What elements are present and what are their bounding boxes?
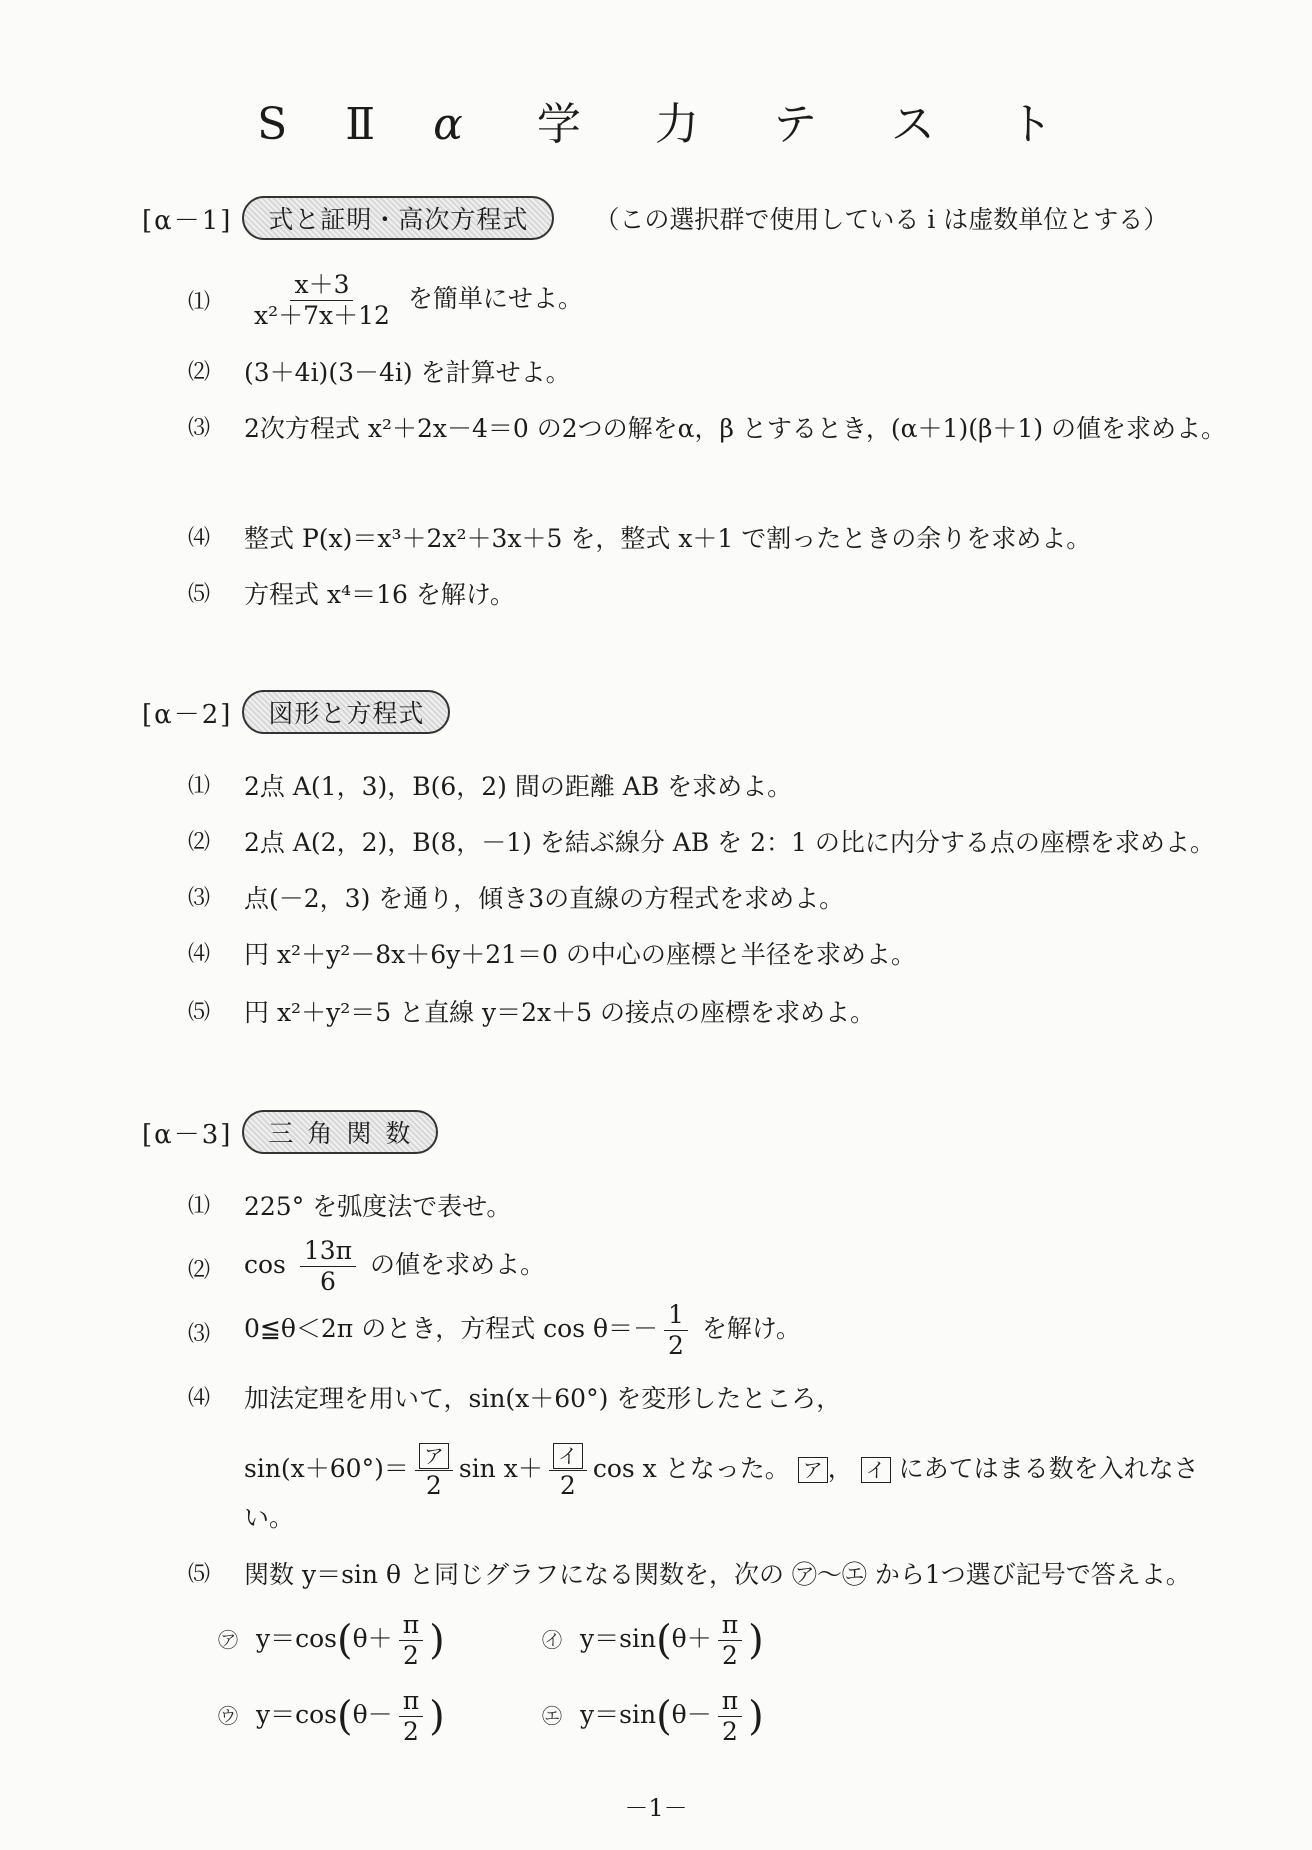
question-number: ⑸ [188,1000,211,1025]
question-text: $\frac{x+3}{\text{x²＋7x＋12}}$ を簡単にせよ。 [244,270,1244,331]
question-text: 整式 P(x)＝x³＋2x²＋3x＋5 を，整式 x＋1 で割ったときの余りを求めよ。 [244,524,1092,553]
fraction: $\frac{\text{イ}}{2}$ [549,1440,587,1501]
question-text: 円 x²＋y²＝5 と直線 y＝2x＋5 の接点の座標を求めよ。 [244,998,875,1027]
question-text: 加法定理を用いて，sin(x＋60°) を変形したところ， [244,1384,842,1413]
option-a: ㋐ y＝cos(θ＋ $\frac{\pi}{2}$ ) [218,1610,445,1670]
question-number: ⑷ [188,1386,211,1411]
question-number: ⑵ [188,1258,211,1283]
section-label: [α－3] [142,1119,233,1150]
section-title-pill: 三角関数 [242,1110,438,1154]
option-e: ㋓ y＝sin(θ－ $\frac{\pi}{2}$ ) [542,1686,764,1746]
fraction: $\frac{1}{2}$ [664,1300,688,1361]
question-number: ⑴ [188,1194,211,1219]
question-number: ⑸ [188,1562,211,1587]
section-note: （この選択群で使用している i は虚数単位とする） [594,205,1169,234]
section-label: [α－1] [142,205,233,236]
title-char: ス [890,99,937,150]
fraction: $\frac{\pi}{2}$ [399,1686,423,1747]
question-number: ⑵ [188,830,211,855]
question-number: ⑶ [188,416,211,441]
question-number: ⑴ [188,774,211,799]
question-text: 点(－2，3) を通り，傾き3の直線の方程式を求めよ。 [244,884,845,913]
question-text: 2次方程式 x²＋2x－4＝0 の2つの解をα，β とするとき，(α＋1)(β＋1) の値を求めよ。 [244,414,1227,443]
answer-box-a: ア [419,1443,449,1469]
title-char: 力 [654,99,701,150]
section-title-pill: 式と証明・高次方程式 [242,196,554,240]
section-2-header [142,690,450,734]
question-number: ⑴ [188,290,211,315]
question-number: ⑷ [188,526,211,551]
section-3-header [142,1110,438,1154]
formula-line: sin(x＋60°)＝ $\frac{\text{ア}}{2}$ sin x＋ $\frac{\text{イ}}{2}$ cos x となった。 ア ， イ にあてはまる数を入れなさい。 [244,1440,1244,1535]
fraction: $\frac{13\pi}{6}$ [300,1236,356,1297]
question-number: ⑸ [188,582,211,607]
fraction: $\frac{\pi}{2}$ [718,1610,742,1671]
fraction: $\frac{\pi}{2}$ [399,1610,423,1671]
answer-box-ref-i: イ [861,1457,891,1483]
question-text: 円 x²＋y²－8x＋6y＋21＝0 の中心の座標と半径を求めよ。 [244,940,916,969]
option-i: ㋑ y＝sin(θ＋ $\frac{\pi}{2}$ ) [542,1610,764,1670]
answer-box-ref-a: ア [798,1457,828,1483]
question-text: 225° を弧度法で表せ。 [244,1192,512,1221]
section-1-header [142,196,1168,240]
option-u: ㋒ y＝cos(θ－ $\frac{\pi}{2}$ ) [218,1686,445,1746]
question-text: 関数 y＝sin θ と同じグラフになる関数を，次の ㋐～㋓ から1つ選び記号で答えよ。 [244,1560,1191,1589]
title-char: 学 [536,99,583,150]
section-label: [α－2] [142,699,233,730]
fraction: $\frac{\pi}{2}$ [718,1686,742,1747]
title-char: S [257,99,290,150]
page-number: －1－ [624,1794,688,1822]
title-char: ト [1008,99,1055,150]
question-text: 2点 A(1，3)，B(6，2) 間の距離 AB を求めよ。 [244,772,793,801]
question-number: ⑶ [188,886,211,911]
section-title-pill: 図形と方程式 [242,690,450,734]
question-number: ⑵ [188,360,211,385]
title-char: テ [772,99,819,150]
question-text: 0≦θ＜2π のとき，方程式 cos θ＝－ $\frac{1}{2}$ を解け。 [244,1300,801,1360]
title-char: α [433,99,465,150]
question-text: 方程式 x⁴＝16 を解け。 [244,580,515,609]
fraction: $\frac{\text{ア}}{2}$ [415,1440,453,1501]
title-char: Ⅱ [345,99,378,150]
question-number: ⑶ [188,1322,211,1347]
question-number: ⑷ [188,942,211,967]
page-title [0,88,1312,152]
question-text: 2点 A(2，2)，B(8，－1) を結ぶ線分 AB を 2：1 の比に内分する点の座標を求めよ。 [244,828,1215,857]
answer-box-i: イ [553,1443,583,1469]
question-text: (3＋4i)(3－4i) を計算せよ。 [244,358,571,387]
question-text: cos $\frac{13\pi}{6}$ の値を求めよ。 [244,1236,546,1296]
fraction: $\frac{x+3}{\text{x²＋7x＋12}}$ [254,270,390,330]
